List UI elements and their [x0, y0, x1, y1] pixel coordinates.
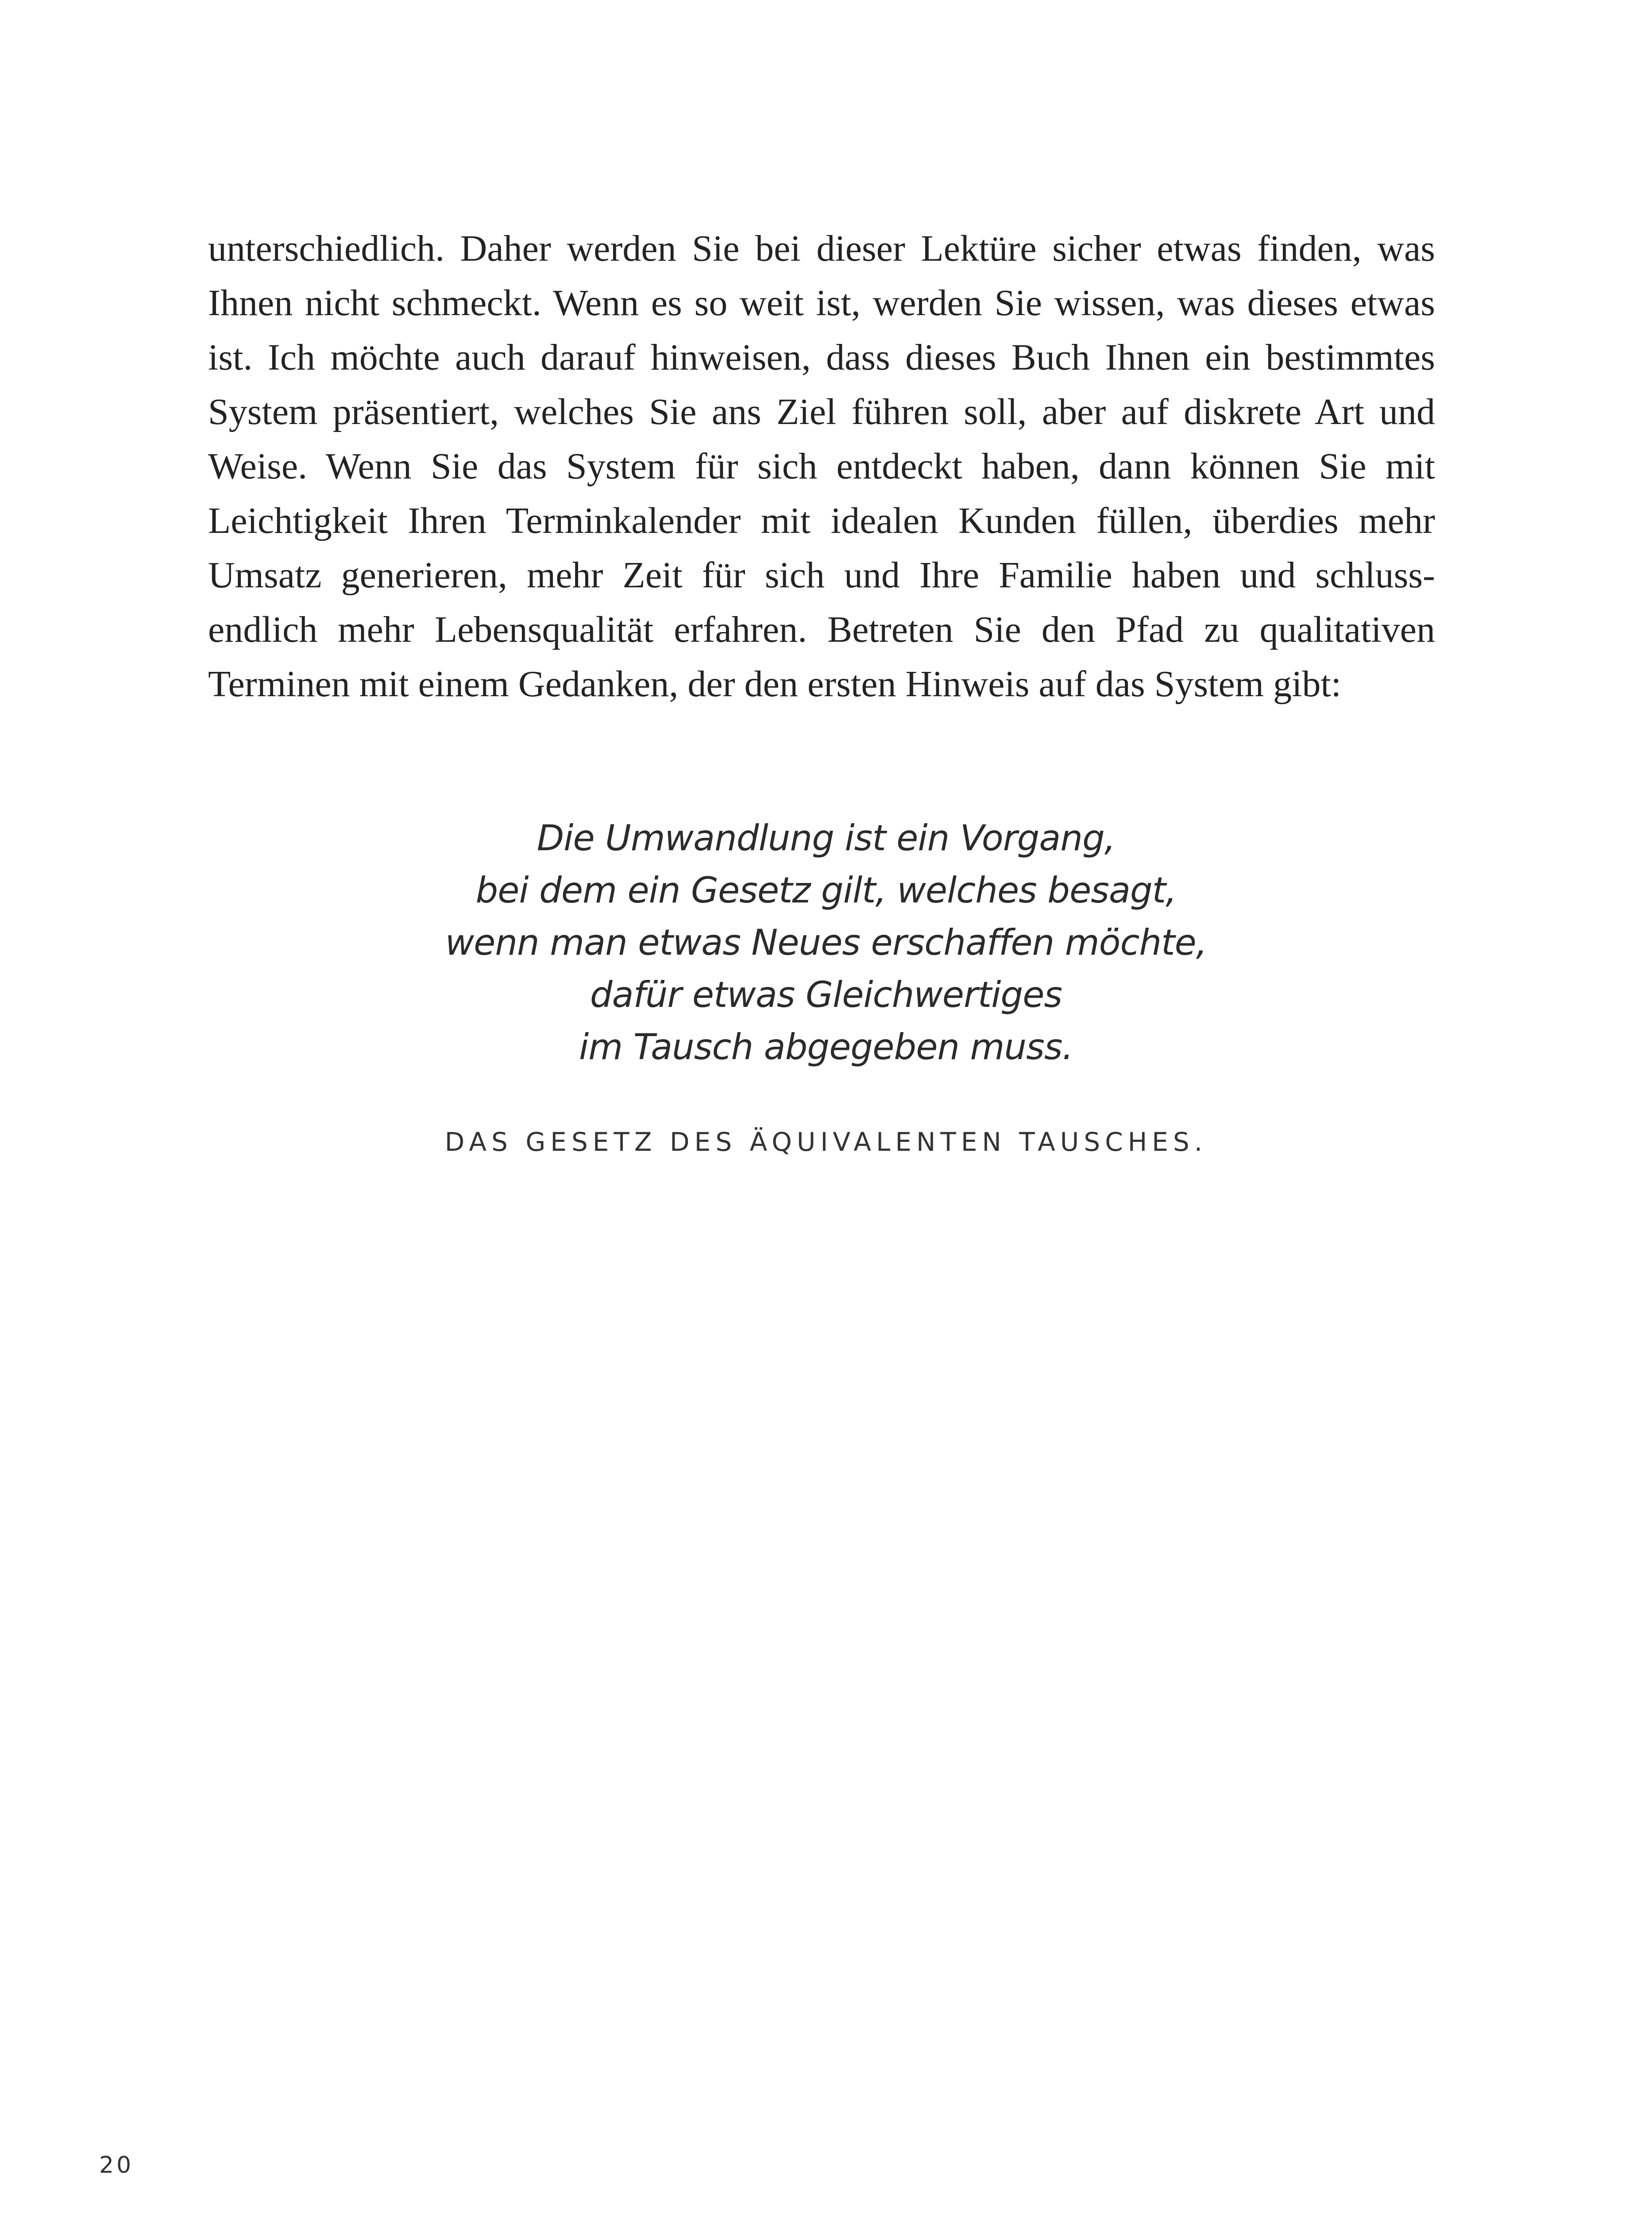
body-line-2: Ihnen nicht schmeckt. Wenn es so weit ist, werden Sie wissen, was dieses etwas: [208, 282, 1435, 324]
page-number: 20: [99, 2152, 134, 2178]
quote-line-2: bei dem ein Gesetz gilt, welches besagt,: [475, 870, 1177, 911]
body-line-8: endlich mehr Lebensqualität erfahren. Betreten Sie den Pfad zu qualitativen: [208, 609, 1435, 650]
body-line-9: Terminen mit einem Gedanken, der den ersten Hinweis auf das System gibt:: [208, 663, 1342, 705]
body-line-5: Weise. Wenn Sie das System für sich entdeckt haben, dann können Sie mit: [208, 446, 1435, 487]
body-line-7: Umsatz generieren, mehr Zeit für sich und Ihre Familie haben und schluss-: [208, 555, 1435, 596]
quote-source: DAS GESETZ DES ÄQUIVALENTEN TAUSCHES.: [444, 1127, 1208, 1157]
epigraph-quote: [0, 812, 1652, 1073]
body-line-6: Leichtigkeit Ihren Terminkalender mit idealen Kunden füllen, überdies mehr: [208, 500, 1435, 541]
quote-line-4: dafür etwas Gleichwertiges: [590, 974, 1062, 1015]
body-line-1: unterschiedlich. Daher werden Sie bei dieser Lektüre sicher etwas finden, was: [208, 228, 1435, 269]
quote-line-5: im Tausch abgegeben muss.: [579, 1026, 1073, 1068]
body-line-3: ist. Ich möchte auch darauf hinweisen, dass dieses Buch Ihnen ein bestimmtes: [208, 337, 1435, 378]
quote-line-3: wenn man etwas Neues erschaffen möchte,: [445, 922, 1207, 963]
quote-line-1: Die Umwandlung ist ein Vorgang,: [537, 817, 1115, 859]
body-line-4: System präsentiert, welches Sie ans Ziel führen soll, aber auf diskrete Art und: [208, 391, 1435, 432]
body-paragraph: [208, 221, 1435, 711]
